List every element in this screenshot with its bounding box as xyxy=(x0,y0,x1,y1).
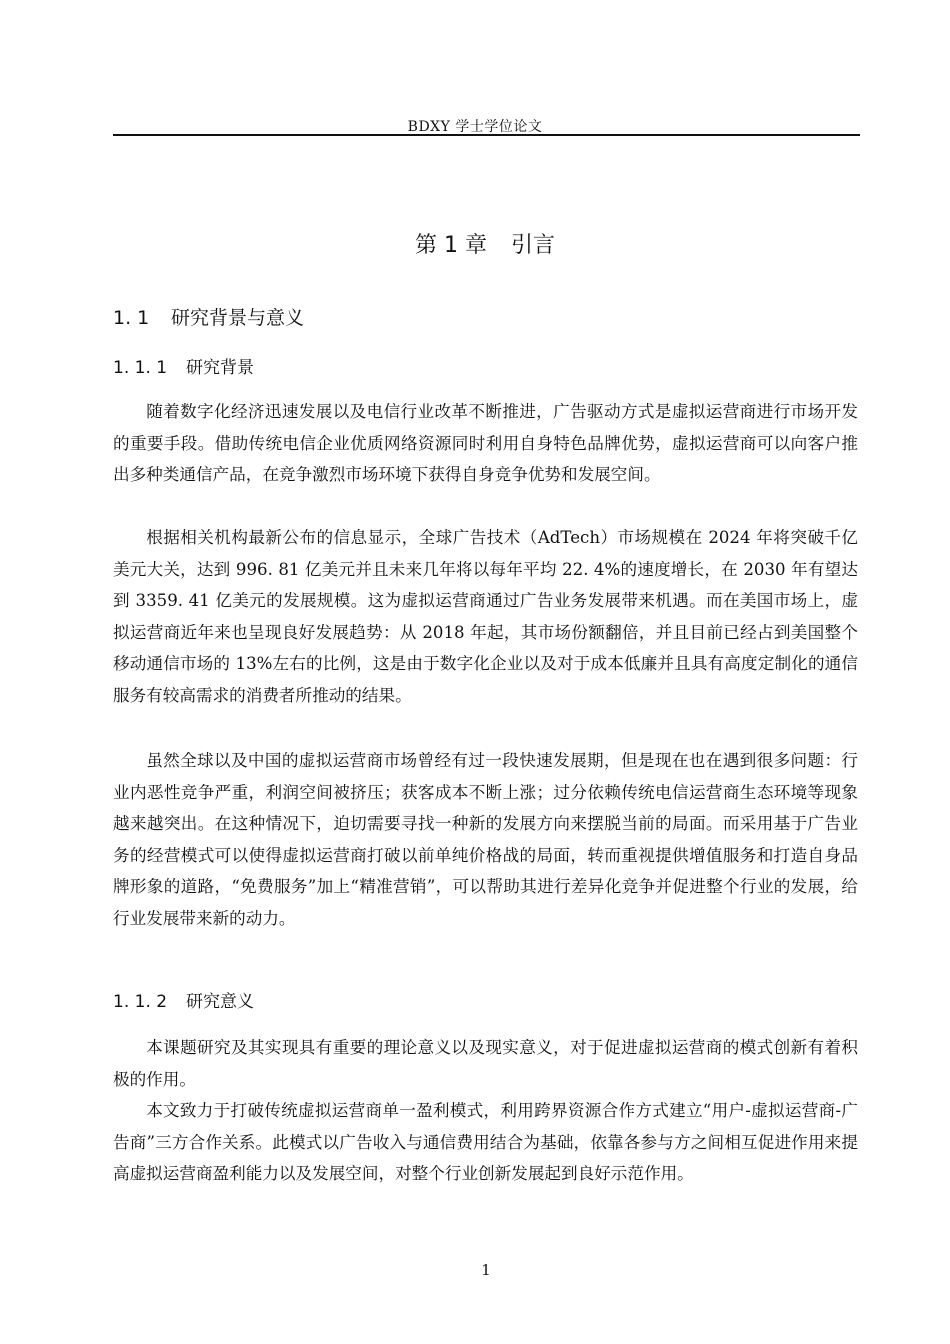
section-number: 1. 1 xyxy=(113,307,150,329)
section-title: 研究背景与意义 xyxy=(171,307,305,329)
subsection-heading-background xyxy=(113,354,254,382)
body-paragraph: 根据相关机构最新公布的信息显示，全球广告技术（AdTech）市场规模在 2024 年将突破千亿美元大关，达到 996. 81 亿美元并且未来几年将以每年平均 22. 4%的速度增长，在 2030 年有望达到 3359. 41 亿美元的发展规模。这为虚拟运营商通过广告业务发展带来机遇。而在美国市场上，虚拟运营商近年来也呈现良好发展趋势：从 2018 年起，其市场份额翻倍，并且目前已经占到美国整个移动通信市场的 13%左右的比例，这是由于数字化企业以及对于成本低廉并且具有高度定制化的通信服务有较高需求的消费者所推动的结果。 xyxy=(113,528,858,705)
body-paragraph: 随着数字化经济迅速发展以及电信行业改革不断推进，广告驱动方式是虚拟运营商进行市场开发的重要手段。借助传统电信企业优质网络资源同时利用自身特色品牌优势，虚拟运营商可以向客户推出多种类通信产品，在竞争激烈市场环境下获得自身竞争优势和发展空间。 xyxy=(113,402,858,485)
section-heading xyxy=(113,304,304,332)
subsection-heading-significance xyxy=(113,988,254,1016)
running-header: BDXY 学士学位论文 xyxy=(407,119,543,135)
header-rule xyxy=(113,134,860,136)
chapter-title xyxy=(0,231,950,261)
page-number: 1 xyxy=(481,1261,491,1279)
subsection-title: 研究意义 xyxy=(186,992,254,1012)
body-paragraph: 本课题研究及其实现具有重要的理论意义以及现实意义，对于促进虚拟运营商的模式创新有着积极的作用。 xyxy=(113,1038,858,1089)
subsection-number: 1. 1. 2 xyxy=(113,992,168,1012)
body-paragraph: 虽然全球以及中国的虚拟运营商市场曾经有过一段快速发展期，但是现在也在遇到很多问题：行业内恶性竞争严重，利润空间被挤压；获客成本不断上涨；过分依赖传统电信运营商生态环境等现象越来越突出。在这种情况下，迫切需要寻找一种新的发展方向来摆脱当前的局面。而采用基于广告业务的经营模式可以使得虚拟运营商打破以前单纯价格战的局面，转而重视提供增值服务和打造自身品牌形象的道路，“免费服务”加上“精准营销”，可以帮助其进行差异化竞争并促进整个行业的发展，给行业发展带来新的动力。 xyxy=(113,751,858,928)
subsection-number: 1. 1. 1 xyxy=(113,358,168,378)
chapter-number: 第 1 章 xyxy=(415,233,487,258)
chapter-title-text: 引言 xyxy=(510,233,555,258)
subsection-title: 研究背景 xyxy=(186,358,254,378)
body-paragraph: 本文致力于打破传统虚拟运营商单一盈利模式，利用跨界资源合作方式建立“用户-虚拟运营商-广告商”三方合作关系。此模式以广告收入与通信费用结合为基础，依靠各参与方之间相互促进作用来提高虚拟运营商盈利能力以及发展空间，对整个行业创新发展起到良好示范作用。 xyxy=(113,1101,858,1184)
